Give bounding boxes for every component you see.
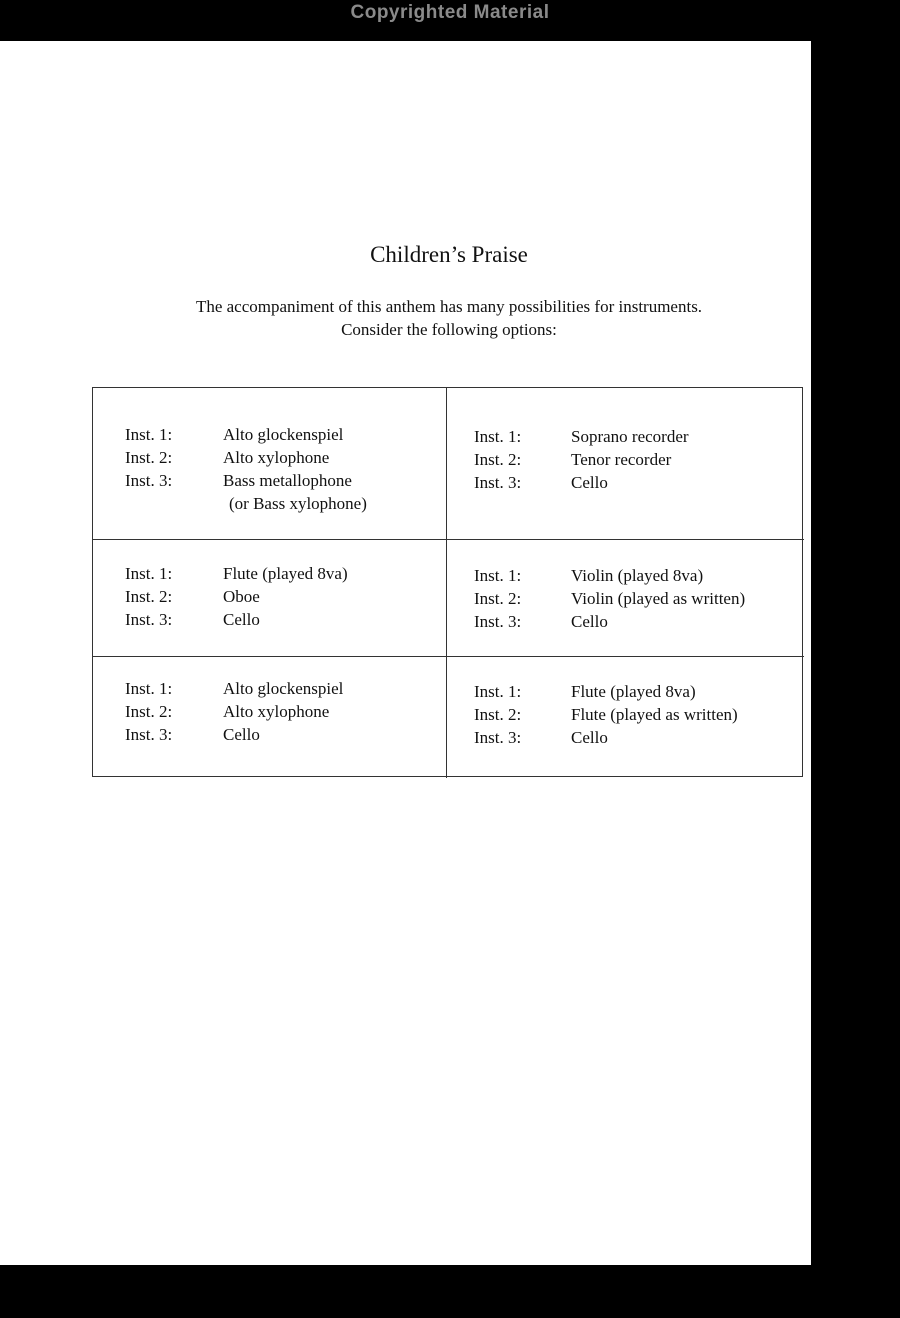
instrument-number-label: Inst. 3: — [474, 612, 522, 631]
instrument-name: Alto xylophone — [223, 702, 330, 721]
option-line — [474, 425, 689, 448]
option-line — [125, 446, 367, 469]
instrument-number-label: Inst. 2: — [474, 705, 522, 724]
option-cell — [447, 388, 804, 540]
option-line — [125, 423, 367, 446]
option-cell — [93, 388, 447, 540]
instrument-number-label: Inst. 1: — [474, 682, 522, 701]
option-cell — [447, 540, 804, 657]
instrument-name: Flute (played 8va) — [571, 682, 696, 701]
instrument-name: Soprano recorder — [571, 427, 689, 446]
option-list — [474, 564, 745, 633]
instrument-name: Alto xylophone — [223, 448, 330, 467]
instrument-number-label: Inst. 2: — [125, 587, 173, 606]
option-line — [125, 677, 343, 700]
option-line — [474, 703, 738, 726]
instrument-name: Alto glockenspiel — [223, 425, 344, 444]
option-list — [474, 680, 738, 749]
option-list — [125, 677, 343, 746]
option-list — [125, 423, 367, 515]
instrument-number-label: Inst. 3: — [474, 473, 522, 492]
instrument-name: Alto glockenspiel — [223, 679, 344, 698]
option-line — [474, 610, 745, 633]
instrument-number-label: Inst. 3: — [474, 728, 522, 747]
instrument-number-label: Inst. 3: — [125, 471, 173, 490]
instrument-number-label: Inst. 1: — [474, 566, 522, 585]
intro-line: Consider the following options: — [341, 320, 557, 339]
option-line — [125, 469, 367, 492]
option-line — [125, 700, 343, 723]
option-list — [474, 425, 689, 494]
option-line — [474, 680, 738, 703]
page-title: Children’s Praise — [370, 242, 528, 267]
instrument-number-label: Inst. 1: — [125, 679, 173, 698]
instrument-number-label: Inst. 2: — [474, 450, 522, 469]
instrument-name: Oboe — [223, 587, 260, 606]
option-line — [125, 585, 348, 608]
instrument-number-label: Inst. 1: — [125, 425, 173, 444]
intro-line: The accompaniment of this anthem has many possibilities for instruments. — [195, 297, 703, 316]
option-cell — [447, 657, 804, 778]
instrument-name: Flute (played 8va) — [223, 564, 348, 583]
instrument-name: Cello — [571, 473, 608, 492]
intro-paragraph — [0, 295, 898, 341]
option-line — [474, 587, 745, 610]
instrument-name: Violin (played 8va) — [571, 566, 704, 585]
instrument-name: Cello — [571, 612, 608, 631]
option-line — [474, 564, 745, 587]
option-line — [474, 448, 689, 471]
instrument-number-label: Inst. 3: — [125, 725, 173, 744]
instrument-number-label: Inst. 2: — [125, 702, 173, 721]
instrument-number-label: Inst. 2: — [125, 448, 173, 467]
instrument-name: Violin (played as written) — [571, 589, 746, 608]
option-line — [474, 471, 689, 494]
document-page — [0, 41, 811, 1265]
copyright-watermark: Copyrighted Material — [350, 2, 550, 23]
instrument-name: Tenor recorder — [571, 450, 672, 469]
instrument-options-table — [92, 387, 803, 777]
instrument-alternative-note: (or Bass xylophone) — [229, 494, 367, 513]
instrument-name: Bass metallophone — [223, 471, 352, 490]
instrument-name: Cello — [571, 728, 608, 747]
instrument-name: Flute (played as written) — [571, 705, 738, 724]
instrument-number-label: Inst. 2: — [474, 589, 522, 608]
instrument-number-label: Inst. 1: — [474, 427, 522, 446]
instrument-name: Cello — [223, 610, 260, 629]
instrument-number-label: Inst. 3: — [125, 610, 173, 629]
instrument-name: Cello — [223, 725, 260, 744]
option-line — [125, 608, 348, 631]
option-line — [474, 726, 738, 749]
option-cell — [93, 540, 447, 657]
option-cell — [93, 657, 447, 778]
option-line — [125, 562, 348, 585]
option-list — [125, 562, 348, 631]
instrument-number-label: Inst. 1: — [125, 564, 173, 583]
option-line — [125, 723, 343, 746]
